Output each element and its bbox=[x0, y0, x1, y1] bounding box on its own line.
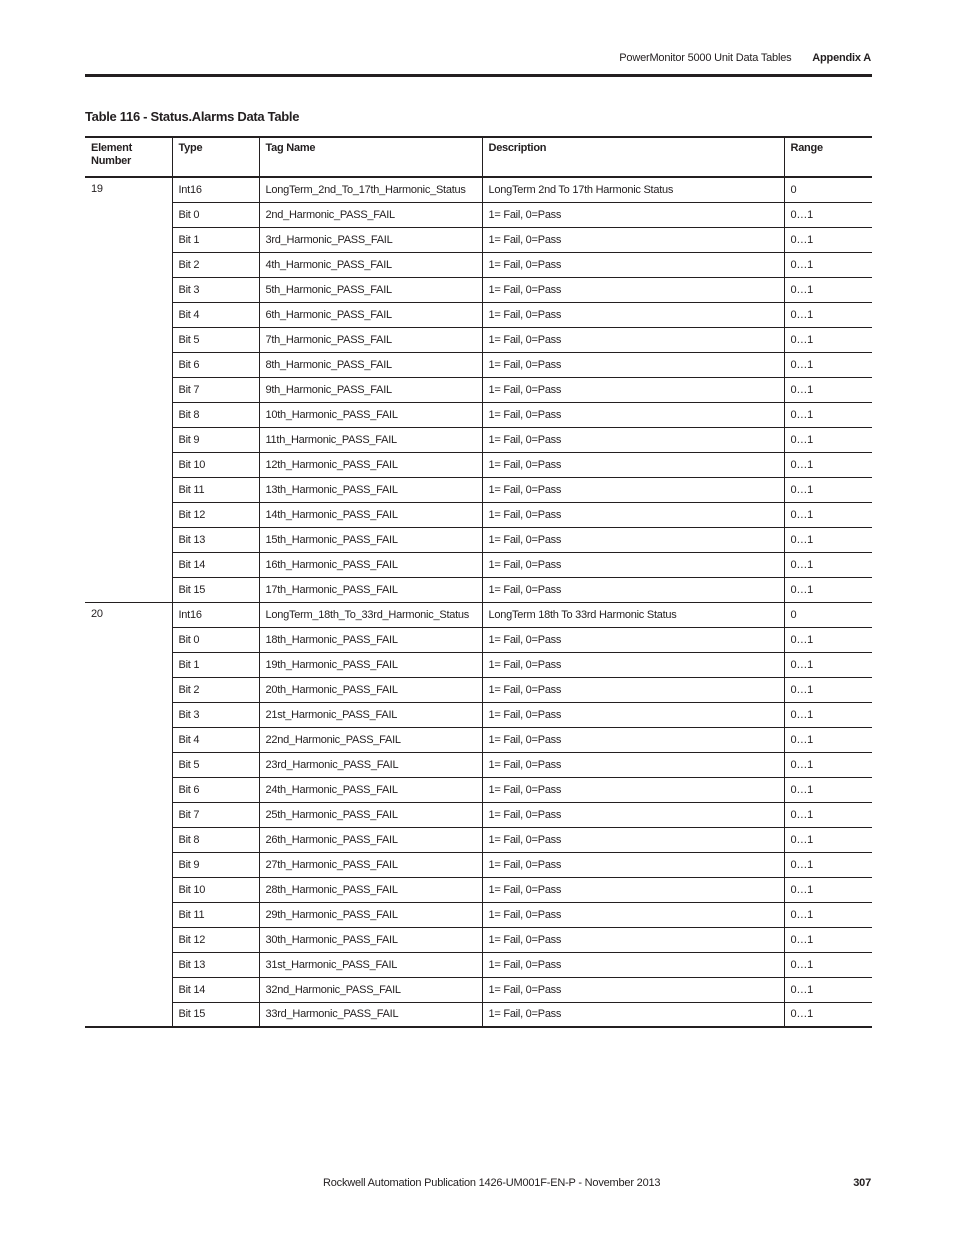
table-row bbox=[85, 1002, 872, 1027]
type-cell: Bit 3 bbox=[172, 702, 259, 727]
range-cell: 0…1 bbox=[784, 927, 872, 952]
header-appendix-label: Appendix A bbox=[812, 52, 871, 64]
tag-name-cell: 23rd_Harmonic_PASS_FAIL bbox=[259, 752, 482, 777]
range-cell: 0…1 bbox=[784, 652, 872, 677]
range-cell: 0…1 bbox=[784, 552, 872, 577]
tag-name-cell: 4th_Harmonic_PASS_FAIL bbox=[259, 252, 482, 277]
description-cell: 1= Fail, 0=Pass bbox=[482, 652, 784, 677]
description-cell: LongTerm 2nd To 17th Harmonic Status bbox=[482, 177, 784, 202]
tag-name-cell: 6th_Harmonic_PASS_FAIL bbox=[259, 302, 482, 327]
description-cell: 1= Fail, 0=Pass bbox=[482, 227, 784, 252]
type-cell: Bit 5 bbox=[172, 752, 259, 777]
tag-name-cell: 17th_Harmonic_PASS_FAIL bbox=[259, 577, 482, 602]
range-cell: 0…1 bbox=[784, 452, 872, 477]
tag-name-cell: 28th_Harmonic_PASS_FAIL bbox=[259, 877, 482, 902]
tag-name-cell: 11th_Harmonic_PASS_FAIL bbox=[259, 427, 482, 452]
tag-name-cell: 32nd_Harmonic_PASS_FAIL bbox=[259, 977, 482, 1002]
range-cell: 0…1 bbox=[784, 527, 872, 552]
description-cell: 1= Fail, 0=Pass bbox=[482, 552, 784, 577]
table-row bbox=[85, 602, 872, 627]
table-row bbox=[85, 327, 872, 352]
table-row bbox=[85, 777, 872, 802]
type-cell: Bit 9 bbox=[172, 427, 259, 452]
header-rule bbox=[85, 74, 872, 77]
range-cell: 0…1 bbox=[784, 227, 872, 252]
table-row bbox=[85, 352, 872, 377]
column-header-range: Range bbox=[784, 137, 872, 177]
description-cell: 1= Fail, 0=Pass bbox=[482, 477, 784, 502]
type-cell: Bit 10 bbox=[172, 877, 259, 902]
type-cell: Bit 13 bbox=[172, 952, 259, 977]
header-section-title: PowerMonitor 5000 Unit Data Tables bbox=[619, 52, 792, 64]
table-row bbox=[85, 477, 872, 502]
type-cell: Bit 8 bbox=[172, 402, 259, 427]
table-row bbox=[85, 177, 872, 202]
table-caption: Table 116 - Status.Alarms Data Table bbox=[85, 109, 300, 124]
table-row bbox=[85, 727, 872, 752]
table-row bbox=[85, 927, 872, 952]
type-cell: Bit 15 bbox=[172, 1002, 259, 1027]
range-cell: 0…1 bbox=[784, 827, 872, 852]
range-cell: 0…1 bbox=[784, 352, 872, 377]
tag-name-cell: 29th_Harmonic_PASS_FAIL bbox=[259, 902, 482, 927]
range-cell: 0…1 bbox=[784, 702, 872, 727]
type-cell: Bit 1 bbox=[172, 227, 259, 252]
description-cell: 1= Fail, 0=Pass bbox=[482, 752, 784, 777]
description-cell: 1= Fail, 0=Pass bbox=[482, 327, 784, 352]
tag-name-cell: 27th_Harmonic_PASS_FAIL bbox=[259, 852, 482, 877]
description-cell: 1= Fail, 0=Pass bbox=[482, 777, 784, 802]
tag-name-cell: 22nd_Harmonic_PASS_FAIL bbox=[259, 727, 482, 752]
description-cell: 1= Fail, 0=Pass bbox=[482, 952, 784, 977]
table-row bbox=[85, 577, 872, 602]
table-row bbox=[85, 827, 872, 852]
tag-name-cell: 21st_Harmonic_PASS_FAIL bbox=[259, 702, 482, 727]
description-cell: 1= Fail, 0=Pass bbox=[482, 377, 784, 402]
description-cell: 1= Fail, 0=Pass bbox=[482, 252, 784, 277]
table-row bbox=[85, 302, 872, 327]
tag-name-cell: 10th_Harmonic_PASS_FAIL bbox=[259, 402, 482, 427]
table-row bbox=[85, 277, 872, 302]
element-number-cell: 19 bbox=[85, 177, 172, 602]
tag-name-cell: LongTerm_2nd_To_17th_Harmonic_Status bbox=[259, 177, 482, 202]
type-cell: Bit 6 bbox=[172, 777, 259, 802]
description-cell: 1= Fail, 0=Pass bbox=[482, 902, 784, 927]
table-row bbox=[85, 852, 872, 877]
table-row bbox=[85, 227, 872, 252]
table-row bbox=[85, 527, 872, 552]
tag-name-cell: 9th_Harmonic_PASS_FAIL bbox=[259, 377, 482, 402]
description-cell: 1= Fail, 0=Pass bbox=[482, 1002, 784, 1027]
type-cell: Bit 14 bbox=[172, 977, 259, 1002]
table-row bbox=[85, 402, 872, 427]
table-row bbox=[85, 952, 872, 977]
tag-name-cell: 12th_Harmonic_PASS_FAIL bbox=[259, 452, 482, 477]
range-cell: 0…1 bbox=[784, 252, 872, 277]
description-cell: 1= Fail, 0=Pass bbox=[482, 202, 784, 227]
type-cell: Bit 12 bbox=[172, 502, 259, 527]
type-cell: Bit 15 bbox=[172, 577, 259, 602]
tag-name-cell: 3rd_Harmonic_PASS_FAIL bbox=[259, 227, 482, 252]
range-cell: 0…1 bbox=[784, 577, 872, 602]
tag-name-cell: 19th_Harmonic_PASS_FAIL bbox=[259, 652, 482, 677]
range-cell: 0…1 bbox=[784, 302, 872, 327]
type-cell: Bit 14 bbox=[172, 552, 259, 577]
description-cell: 1= Fail, 0=Pass bbox=[482, 827, 784, 852]
tag-name-cell: LongTerm_18th_To_33rd_Harmonic_Status bbox=[259, 602, 482, 627]
range-cell: 0…1 bbox=[784, 752, 872, 777]
range-cell: 0…1 bbox=[784, 477, 872, 502]
table-row bbox=[85, 677, 872, 702]
type-cell: Bit 3 bbox=[172, 277, 259, 302]
range-cell: 0…1 bbox=[784, 677, 872, 702]
range-cell: 0…1 bbox=[784, 427, 872, 452]
type-cell: Bit 9 bbox=[172, 852, 259, 877]
type-cell: Bit 13 bbox=[172, 527, 259, 552]
type-cell: Bit 11 bbox=[172, 477, 259, 502]
description-cell: 1= Fail, 0=Pass bbox=[482, 977, 784, 1002]
tag-name-cell: 26th_Harmonic_PASS_FAIL bbox=[259, 827, 482, 852]
description-cell: 1= Fail, 0=Pass bbox=[482, 802, 784, 827]
tag-name-cell: 2nd_Harmonic_PASS_FAIL bbox=[259, 202, 482, 227]
footer-publication: Rockwell Automation Publication 1426-UM001F-EN-P - November 2013 bbox=[323, 1177, 661, 1189]
type-cell: Bit 7 bbox=[172, 377, 259, 402]
table-row bbox=[85, 627, 872, 652]
table-row bbox=[85, 877, 872, 902]
status-alarms-table bbox=[85, 136, 872, 1028]
tag-name-cell: 31st_Harmonic_PASS_FAIL bbox=[259, 952, 482, 977]
range-cell: 0…1 bbox=[784, 402, 872, 427]
table-row bbox=[85, 702, 872, 727]
tag-name-cell: 18th_Harmonic_PASS_FAIL bbox=[259, 627, 482, 652]
table-row bbox=[85, 452, 872, 477]
tag-name-cell: 5th_Harmonic_PASS_FAIL bbox=[259, 277, 482, 302]
description-cell: 1= Fail, 0=Pass bbox=[482, 852, 784, 877]
description-cell: 1= Fail, 0=Pass bbox=[482, 452, 784, 477]
table-row bbox=[85, 252, 872, 277]
range-cell: 0 bbox=[784, 177, 872, 202]
table-row bbox=[85, 552, 872, 577]
range-cell: 0 bbox=[784, 602, 872, 627]
page-number: 307 bbox=[853, 1177, 871, 1189]
type-cell: Bit 10 bbox=[172, 452, 259, 477]
table-body bbox=[85, 177, 872, 1027]
type-cell: Bit 4 bbox=[172, 727, 259, 752]
type-cell: Bit 5 bbox=[172, 327, 259, 352]
range-cell: 0…1 bbox=[784, 802, 872, 827]
tag-name-cell: 33rd_Harmonic_PASS_FAIL bbox=[259, 1002, 482, 1027]
type-cell: Bit 2 bbox=[172, 252, 259, 277]
type-cell: Bit 6 bbox=[172, 352, 259, 377]
type-cell: Bit 12 bbox=[172, 927, 259, 952]
description-cell: 1= Fail, 0=Pass bbox=[482, 502, 784, 527]
range-cell: 0…1 bbox=[784, 902, 872, 927]
range-cell: 0…1 bbox=[784, 952, 872, 977]
range-cell: 0…1 bbox=[784, 1002, 872, 1027]
description-cell: 1= Fail, 0=Pass bbox=[482, 427, 784, 452]
type-cell: Bit 4 bbox=[172, 302, 259, 327]
type-cell: Bit 8 bbox=[172, 827, 259, 852]
column-header-type: Type bbox=[172, 137, 259, 177]
description-cell: 1= Fail, 0=Pass bbox=[482, 627, 784, 652]
table-row bbox=[85, 977, 872, 1002]
description-cell: 1= Fail, 0=Pass bbox=[482, 577, 784, 602]
type-cell: Bit 2 bbox=[172, 677, 259, 702]
tag-name-cell: 24th_Harmonic_PASS_FAIL bbox=[259, 777, 482, 802]
range-cell: 0…1 bbox=[784, 627, 872, 652]
table-row bbox=[85, 427, 872, 452]
tag-name-cell: 8th_Harmonic_PASS_FAIL bbox=[259, 352, 482, 377]
type-cell: Int16 bbox=[172, 602, 259, 627]
description-cell: 1= Fail, 0=Pass bbox=[482, 352, 784, 377]
table-row bbox=[85, 752, 872, 777]
tag-name-cell: 15th_Harmonic_PASS_FAIL bbox=[259, 527, 482, 552]
description-cell: 1= Fail, 0=Pass bbox=[482, 402, 784, 427]
range-cell: 0…1 bbox=[784, 327, 872, 352]
type-cell: Int16 bbox=[172, 177, 259, 202]
range-cell: 0…1 bbox=[784, 202, 872, 227]
range-cell: 0…1 bbox=[784, 377, 872, 402]
running-header bbox=[619, 52, 871, 64]
description-cell: 1= Fail, 0=Pass bbox=[482, 877, 784, 902]
element-number-cell: 20 bbox=[85, 602, 172, 1027]
description-cell: 1= Fail, 0=Pass bbox=[482, 702, 784, 727]
description-cell: 1= Fail, 0=Pass bbox=[482, 677, 784, 702]
tag-name-cell: 7th_Harmonic_PASS_FAIL bbox=[259, 327, 482, 352]
column-header-element-number: Element Number bbox=[85, 137, 172, 177]
range-cell: 0…1 bbox=[784, 277, 872, 302]
table-row bbox=[85, 802, 872, 827]
type-cell: Bit 0 bbox=[172, 627, 259, 652]
description-cell: 1= Fail, 0=Pass bbox=[482, 927, 784, 952]
description-cell: 1= Fail, 0=Pass bbox=[482, 727, 784, 752]
range-cell: 0…1 bbox=[784, 977, 872, 1002]
description-cell: 1= Fail, 0=Pass bbox=[482, 277, 784, 302]
range-cell: 0…1 bbox=[784, 727, 872, 752]
table-row bbox=[85, 202, 872, 227]
tag-name-cell: 20th_Harmonic_PASS_FAIL bbox=[259, 677, 482, 702]
range-cell: 0…1 bbox=[784, 777, 872, 802]
column-header-tag-name: Tag Name bbox=[259, 137, 482, 177]
tag-name-cell: 16th_Harmonic_PASS_FAIL bbox=[259, 552, 482, 577]
description-cell: 1= Fail, 0=Pass bbox=[482, 527, 784, 552]
column-header-description: Description bbox=[482, 137, 784, 177]
tag-name-cell: 25th_Harmonic_PASS_FAIL bbox=[259, 802, 482, 827]
range-cell: 0…1 bbox=[784, 877, 872, 902]
type-cell: Bit 11 bbox=[172, 902, 259, 927]
table-row bbox=[85, 652, 872, 677]
type-cell: Bit 7 bbox=[172, 802, 259, 827]
tag-name-cell: 13th_Harmonic_PASS_FAIL bbox=[259, 477, 482, 502]
tag-name-cell: 30th_Harmonic_PASS_FAIL bbox=[259, 927, 482, 952]
description-cell: LongTerm 18th To 33rd Harmonic Status bbox=[482, 602, 784, 627]
type-cell: Bit 1 bbox=[172, 652, 259, 677]
description-cell: 1= Fail, 0=Pass bbox=[482, 302, 784, 327]
range-cell: 0…1 bbox=[784, 502, 872, 527]
range-cell: 0…1 bbox=[784, 852, 872, 877]
type-cell: Bit 0 bbox=[172, 202, 259, 227]
tag-name-cell: 14th_Harmonic_PASS_FAIL bbox=[259, 502, 482, 527]
table-row bbox=[85, 902, 872, 927]
table-row bbox=[85, 502, 872, 527]
table-header-row bbox=[85, 137, 872, 177]
table-row bbox=[85, 377, 872, 402]
